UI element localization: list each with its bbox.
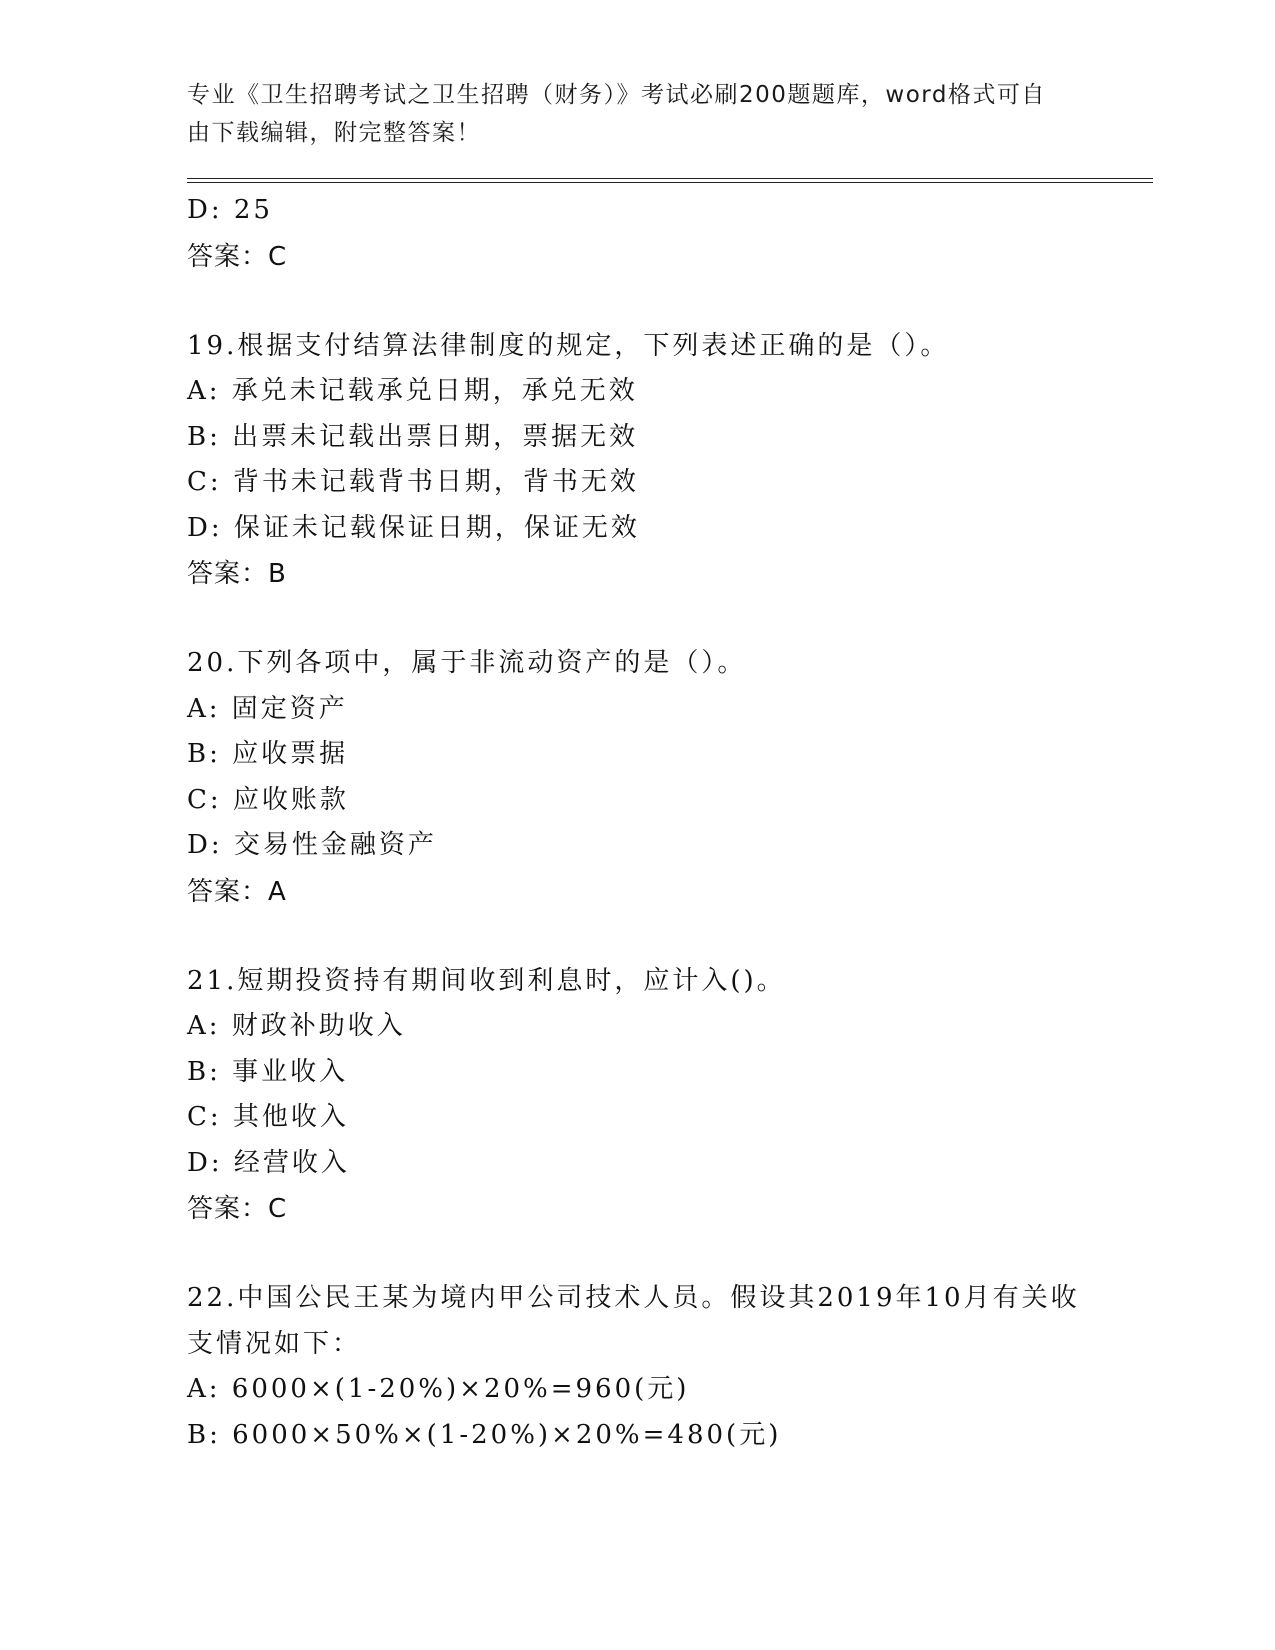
answer-line: 答案：B [187,559,287,589]
answer-line: 答案：C [187,1194,288,1224]
option-a: A: 固定资产 [187,693,348,724]
option-d: D: 保证未记载保证日期，保证无效 [187,512,640,543]
document-header [187,76,1067,152]
spacer [187,597,1087,641]
option-b: B: 6000×50%×(1-20%)×20%=480(元) [187,1419,782,1450]
spacer [187,915,1087,959]
option-d: D: 经营收入 [187,1147,350,1178]
option-a: A: 承兑未记载承兑日期，承兑无效 [187,376,638,406]
option-b: B: 事业收入 [187,1056,349,1087]
option-d: D: 交易性金融资产 [187,830,437,860]
header-line-2: 由下载编辑，附完整答案！ [187,120,481,146]
header-divider-top [187,178,1153,179]
option-a: A: 6000×(1-20%)×20%=960(元) [187,1374,690,1404]
option-b: B: 出票未记载出票日期，票据无效 [187,421,639,452]
option-c: C: 背书未记载背书日期，背书无效 [187,467,639,497]
option-a: A: 财政补助收入 [187,1011,406,1041]
question-stem: 21.短期投资持有期间收到利息时，应计入()。 [187,965,786,996]
option-b: B: 应收票据 [187,739,349,769]
option-c: C: 应收账款 [187,784,349,815]
spacer [187,280,1087,324]
question-stem: 19.根据支付结算法律制度的规定，下列表述正确的是（）。 [187,330,950,361]
option-d: D: 25 [187,195,273,225]
header-line-1: 专业《卫生招聘考试之卫生招聘（财务）》考试必刷200题题库，word格式可自 [187,82,1046,108]
question-stem-continued: 支情况如下： [187,1328,362,1359]
answer-line: 答案：A [187,876,287,907]
question-list [187,188,1087,1458]
option-c: C: 其他收入 [187,1102,349,1132]
question-stem: 20.下列各项中，属于非流动资产的是（）。 [187,648,747,678]
question-stem: 22.中国公民王某为境内甲公司技术人员。假设其2019年10月有关收 [187,1283,1080,1313]
spacer [187,1232,1087,1276]
header-divider-bottom [187,182,1153,183]
answer-line: 答案：C [187,241,288,272]
